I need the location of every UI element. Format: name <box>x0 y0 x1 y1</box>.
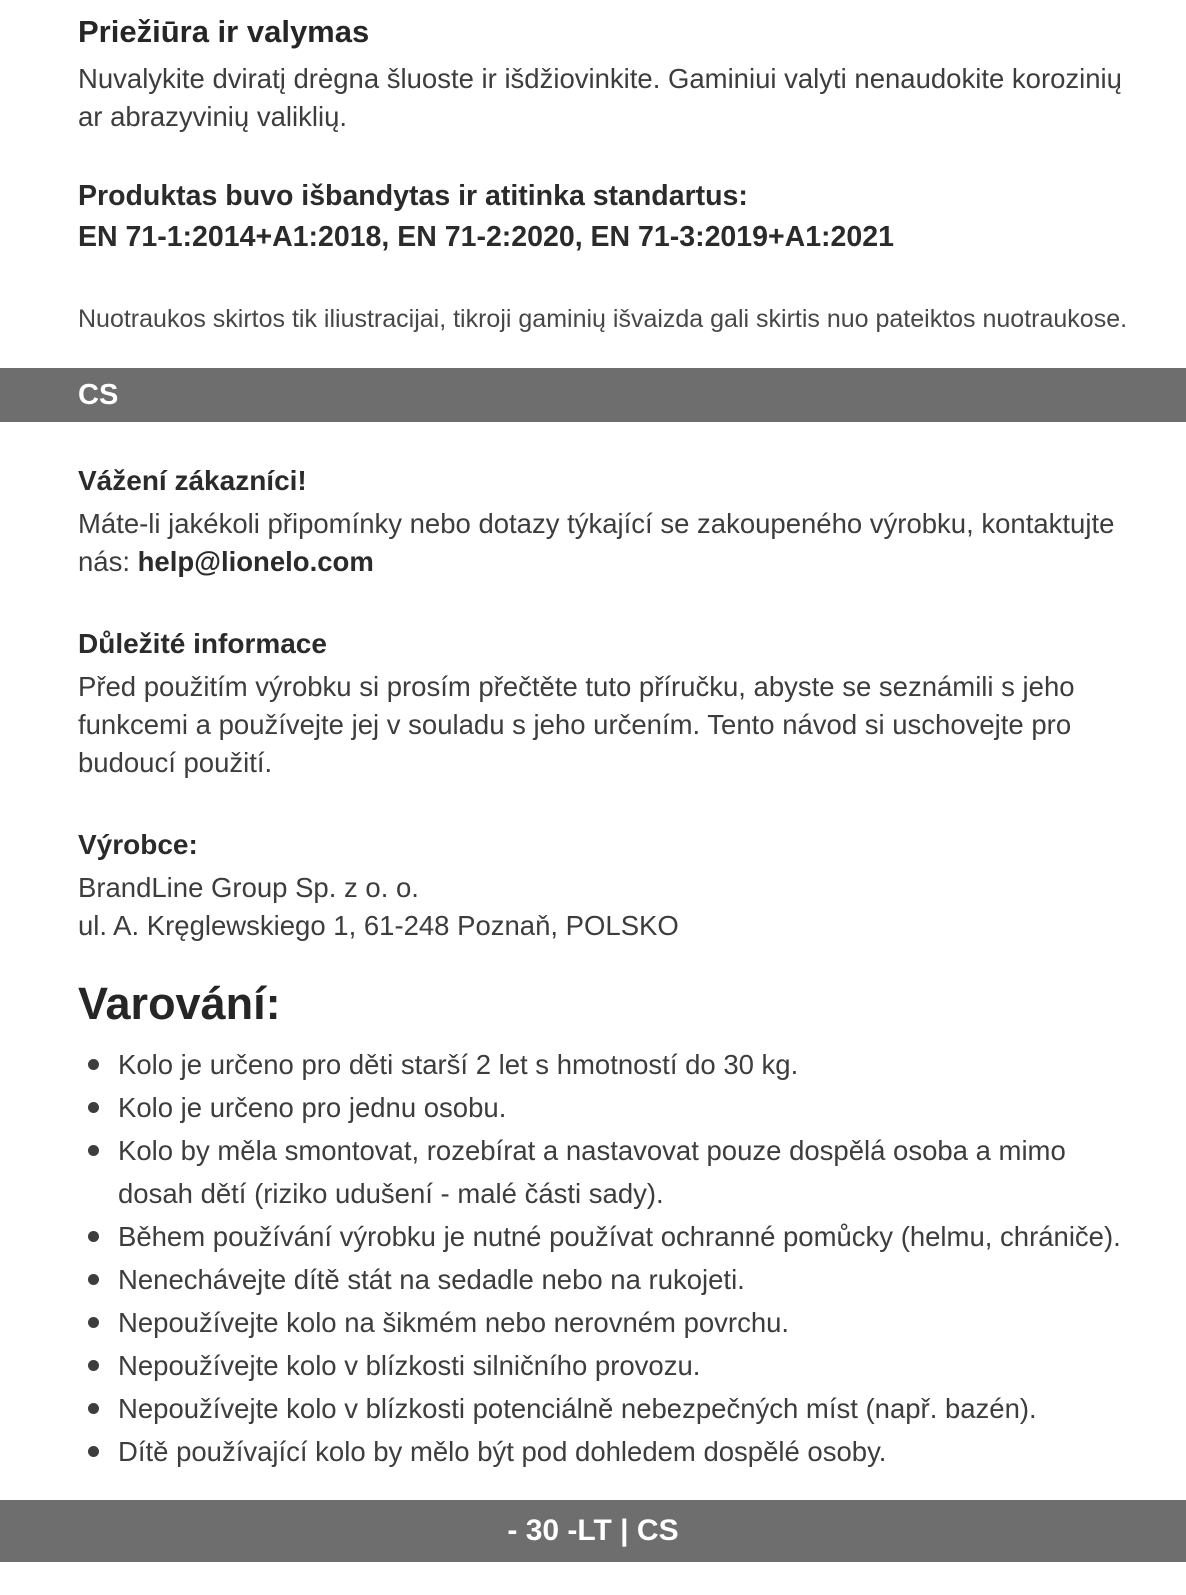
lt-care-text: Nuvalykite dviratį drėgna šluoste ir išdžiovinkite. Gaminiui valyti nenaudokite korozinių ar abrazyvinių valiklių. <box>78 63 1122 132</box>
cs-info-text: Před použitím výrobku si prosím přečtěte tuto příručku, abyste se seznámili s jeho funkcemi a používejte jej v souladu s jeho určením. Tento návod si uschovejte pro budoucí použití. <box>78 671 1075 778</box>
cs-warning-list <box>78 1043 1132 1473</box>
warning-item: Nenechávejte dítě stát na sedadle nebo na rukojeti. <box>78 1258 1132 1301</box>
lt-standards-heading: Produktas buvo išbandytas ir atitinka standartus: <box>78 180 748 212</box>
warning-item: Nepoužívejte kolo v blízkosti silničního provozu. <box>78 1344 1132 1387</box>
warning-item: Kolo je určeno pro děti starší 2 let s hmotností do 30 kg. <box>78 1043 1132 1086</box>
cs-important-info-block <box>78 625 1132 782</box>
page-footer <box>0 1500 1186 1562</box>
cs-warning-heading: Varování: <box>78 978 281 1029</box>
language-section-banner <box>0 368 1186 422</box>
cs-manufacturer-block <box>78 826 1132 945</box>
page-number-label: - 30 -LT | CS <box>507 1514 679 1547</box>
cs-greeting-heading: Vážení zákazníci! <box>78 465 307 496</box>
warning-item: Nepoužívejte kolo v blízkosti potenciálně nebezpečných míst (např. bazén). <box>78 1387 1132 1430</box>
contact-email: help@lionelo.com <box>137 546 374 577</box>
lt-standards-value: EN 71-1:2014+A1:2018, EN 71-2:2020, EN 71-3:2019+A1:2021 <box>78 221 894 253</box>
warning-item: Kolo by měla smontovat, rozebírat a nastavovat pouze dospělá osoba a mimo dosah dětí (riziko udušení - malé části sady). <box>78 1129 1132 1215</box>
cs-manufacturer-name: BrandLine Group Sp. z o. o. <box>78 872 419 903</box>
warning-item: Kolo je určeno pro jednu osobu. <box>78 1086 1132 1129</box>
cs-greeting-block <box>78 462 1132 581</box>
cs-manufacturer-heading: Výrobce: <box>78 829 198 860</box>
lt-standards-block <box>78 176 1132 258</box>
cs-info-heading: Důležité informace <box>78 628 327 659</box>
lt-photos-note: Nuotraukos skirtos tik iliustracijai, tikroji gaminių išvaizda gali skirtis nuo pateiktos nuotraukose. <box>78 305 1128 333</box>
warning-item: Dítě používající kolo by mělo být pod dohledem dospělé osoby. <box>78 1430 1132 1473</box>
warning-item: Během používání výrobku je nutné používat ochranné pomůcky (helmu, chrániče). <box>78 1215 1132 1258</box>
language-code-label: CS <box>78 378 119 411</box>
section-lt-care <box>0 0 1186 336</box>
section-cs <box>0 422 1186 1473</box>
warning-item: Nepoužívejte kolo na šikmém nebo nerovném povrchu. <box>78 1301 1132 1344</box>
cs-manufacturer-address: ul. A. Kręglewskiego 1, 61-248 Poznaň, POLSKO <box>78 910 679 941</box>
cs-greeting-text-body: Máte-li jakékoli připomínky nebo dotazy týkající se zakoupeného výrobku, kontaktujte nás: <box>78 508 1115 577</box>
lt-care-heading: Priežiūra ir valymas <box>78 14 370 49</box>
cs-greeting-text <box>78 505 1132 581</box>
